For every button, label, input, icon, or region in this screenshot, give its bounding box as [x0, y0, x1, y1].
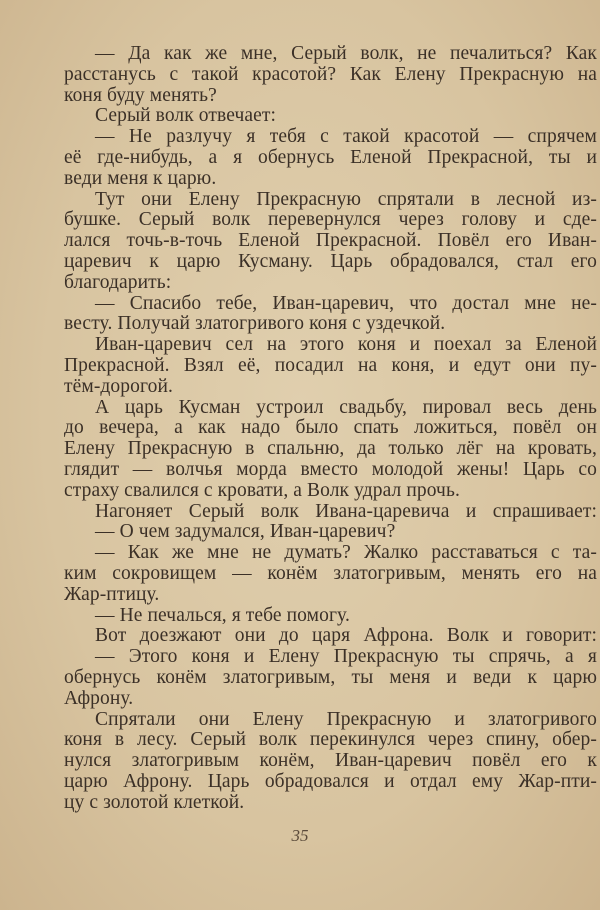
text-line: Жар-птицу. — [64, 583, 160, 605]
text-line: коня в лесу. Серый волк перекинулся через спину, обер- — [64, 729, 597, 751]
text-line: — О чем задумался, Иван-царевич? — [95, 521, 396, 543]
text-line: цу с золотой клеткой. — [64, 791, 245, 813]
text-line: глядит — волчья морда вместо молодой жены! Царь со — [64, 458, 597, 480]
text-line: Прекрасной. Взял её, посадил на коня, и едут они пу- — [64, 354, 597, 376]
text-line: обернусь конём златогривым, ты меня и веди к царю — [64, 666, 597, 688]
text-line: Тут они Елену Прекрасную спрятали в лесной из- — [95, 188, 597, 210]
text-line: до вечера, а как надо было спать ложиться, повёл он — [64, 417, 597, 439]
text-line: Елену Прекрасную в спальню, да только лёг на кровать, — [64, 438, 597, 460]
text-line: — Этого коня и Елену Прекрасную ты спрячь, а я — [95, 646, 597, 668]
text-line: А царь Кусман устроил свадьбу, пировал весь день — [95, 396, 597, 418]
text-line: страху свалился с кровати, а Волк удрал прочь. — [64, 479, 460, 501]
text-line: весту. Получай златогривого коня с уздечкой. — [64, 313, 446, 335]
text-line: — Не печалься, я тебе помогу. — [95, 604, 350, 626]
text-line: Серый волк отвечает: — [95, 105, 277, 127]
text-line: расстанусь с такой красотой? Как Елену Прекрасную на — [64, 63, 597, 85]
text-line: Афрону. — [64, 687, 134, 709]
page-body-text — [64, 44, 597, 813]
text-line: лался точь-в-точь Еленой Прекрасной. Повёл его Иван- — [64, 230, 597, 252]
text-line: Вот доезжают они до царя Афрона. Волк и говорит: — [95, 625, 597, 647]
text-line: Иван-царевич сел на этого коня и поехал за Еленой — [95, 334, 597, 356]
text-line: благодарить: — [64, 271, 172, 293]
text-line: тём-дорогой. — [64, 375, 173, 397]
text-line: Спрятали они Елену Прекрасную и златогривого — [95, 708, 597, 730]
text-line: бушке. Серый волк перевернулся через голову и сде- — [64, 209, 597, 231]
text-line: коня буду менять? — [64, 84, 217, 106]
text-line: её где-нибудь, а я обернусь Еленой Прекрасной, ты и — [64, 146, 597, 168]
text-line: царевич к царю Кусману. Царь обрадовался, стал его — [64, 250, 597, 272]
text-line: — Как же мне не думать? Жалко расставаться с та- — [95, 542, 597, 564]
text-line: Нагоняет Серый волк Ивана-царевича и спрашивает: — [95, 500, 597, 522]
text-line: нулся златогривым конём, Иван-царевич повёл его к — [64, 750, 597, 772]
page-number: 35 — [291, 826, 309, 845]
text-line: веди меня к царю. — [64, 167, 217, 189]
text-line: — Спасибо тебе, Иван-царевич, что достал мне не- — [95, 292, 597, 314]
text-line: ким сокровищем — конём златогривым, менять его на — [64, 562, 597, 584]
text-line: царю Афрону. Царь обрадовался и отдал ему Жар-пти- — [64, 770, 597, 792]
text-line: — Да как же мне, Серый волк, не печалиться? Как — [95, 43, 597, 64]
text-line: — Не разлучу я тебя с такой красотой — спрячем — [95, 126, 597, 148]
